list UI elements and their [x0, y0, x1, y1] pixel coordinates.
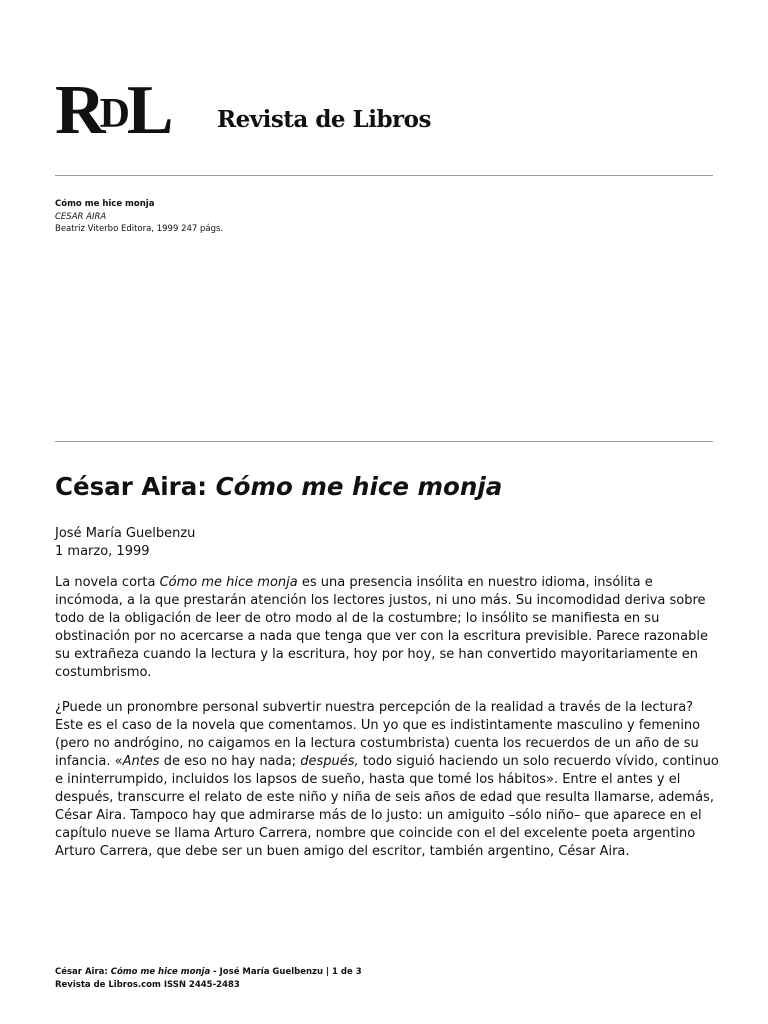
- rdl-logo[interactable]: [55, 72, 168, 149]
- italic-text-run: Cómo me hice monja: [159, 575, 298, 590]
- byline-author: José María Guelbenzu: [55, 526, 196, 541]
- footer-line-2: Revista de Libros.com ISSN 2445-2483: [55, 980, 240, 990]
- book-details: [55, 198, 223, 236]
- text-run: de eso no hay nada;: [159, 754, 301, 769]
- article-title-book: Cómo me hice monja: [215, 472, 503, 501]
- book-author: CESAR AIRA: [55, 211, 107, 222]
- page-footer: [55, 966, 362, 992]
- article-paragraph: [55, 699, 719, 861]
- publication-name[interactable]: Revista de Libros: [217, 106, 431, 133]
- article-paragraph: [55, 574, 719, 682]
- italic-text-run: después,: [300, 754, 359, 769]
- top-divider: [55, 175, 713, 176]
- logo-letter-l: L: [126, 72, 168, 149]
- text-run: todo siguió haciendo un solo recuerdo vívido, continuo e ininterrumpido, incluidos los lapsos de sueño, hasta que tomé los hábitos». Entre el antes y el después, transcurre el relato de este niño y niña de seis años de edad que resulta llamarse, además, César Aira. Tampoco hay que admirarse más de lo justo: un amiguito –sólo niño– que aparece en el capítulo nueve se llama Arturo Carrera, nombre que coincide con el del excelente poeta argentino Arturo Carrera, que debe ser un buen amigo del escritor, también argentino, César Aira.: [55, 754, 719, 859]
- footer-suffix: - José María Guelbenzu | 1 de 3: [210, 967, 362, 977]
- book-title: Cómo me hice monja: [55, 199, 155, 209]
- text-run: es una presencia insólita en nuestro idioma, insólita e incómoda, a la que prestarán atención los lectores justos, ni uno más. Su incomodidad deriva sobre todo de la obligación de leer de otro modo al de la costumbre; lo insólito se manifiesta en su obstinación por no acercarse a nada que tenga que ver con la escritura previsible. Parece razonable su extrañeza cuando la lectura y la escritura, hoy por hoy, se han convertido mayoritariamente en costumbrismo.: [55, 575, 708, 680]
- book-publisher-info: Beatriz Viterbo Editora, 1999 247 págs.: [55, 224, 224, 234]
- logo-letter-r: R: [55, 72, 100, 149]
- text-run: ¿Puede un pronombre personal subvertir nuestra percepción de la realidad a través de la lectura? Este es el caso de la novela que comentamos. Un yo que es indistintamente masculino y femenino (pero no andrógino, no caigamos en la lectura costumbrista) cuenta los recuerdos de un año de su infancia. «: [55, 700, 701, 769]
- masthead: [55, 72, 713, 149]
- footer-line-1: [55, 966, 362, 979]
- article-title-prefix: César Aira:: [55, 472, 216, 501]
- italic-text-run: Antes: [122, 754, 160, 769]
- byline: [55, 525, 195, 561]
- byline-date: 1 marzo, 1999: [55, 544, 150, 559]
- footer-title: Cómo me hice monja: [110, 967, 211, 977]
- logo-letter-d: D: [99, 91, 127, 137]
- text-run: La novela corta: [55, 575, 160, 590]
- article-body: [55, 574, 719, 878]
- article-title: [55, 472, 502, 501]
- footer-prefix: César Aira:: [55, 967, 111, 977]
- section-divider: [55, 441, 713, 442]
